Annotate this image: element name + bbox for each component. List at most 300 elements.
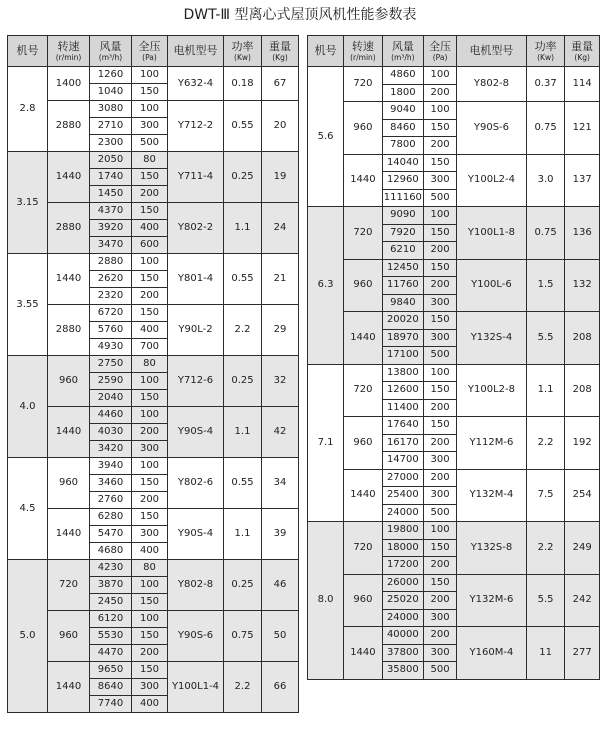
weight-cell: 136 [565,207,600,260]
airflow-cell: 16170 [382,434,423,452]
airflow-cell: 1740 [90,169,132,186]
speed-cell: 720 [344,207,383,260]
motor-cell: Y90S-4 [168,509,224,560]
airflow-cell: 12450 [382,259,423,277]
airflow-cell: 27000 [382,469,423,487]
airflow-cell: 6280 [90,509,132,526]
weight-cell: 20 [262,101,299,152]
power-cell: 1.1 [224,407,262,458]
airflow-cell: 3920 [90,220,132,237]
motor-cell: Y100L2-4 [457,154,527,207]
pressure-cell: 200 [132,288,168,305]
speed-cell: 960 [344,417,383,470]
pressure-cell: 100 [424,522,457,540]
pressure-cell: 150 [132,84,168,101]
model-cell: 4.5 [8,458,48,560]
power-cell: 0.55 [224,254,262,305]
airflow-cell: 2040 [90,390,132,407]
power-cell: 11 [526,627,565,680]
table-row [8,560,299,577]
pressure-cell: 300 [424,644,457,662]
weight-cell: 66 [262,662,299,713]
speed-cell: 2880 [48,305,90,356]
table-row [8,356,299,373]
speed-cell: 720 [344,67,383,102]
airflow-cell: 3080 [90,101,132,118]
weight-cell: 137 [565,154,600,207]
power-cell: 0.25 [224,560,262,611]
pressure-cell: 300 [132,526,168,543]
pressure-cell: 300 [424,172,457,190]
model-cell: 8.0 [308,522,344,680]
pressure-cell: 200 [132,186,168,203]
header-row [308,36,600,67]
pressure-cell: 150 [132,390,168,407]
motor-cell: Y802-8 [168,560,224,611]
airflow-cell: 3420 [90,441,132,458]
pressure-cell: 400 [132,322,168,339]
pressure-cell: 400 [132,543,168,560]
airflow-cell: 11400 [382,399,423,417]
pressure-cell: 300 [132,441,168,458]
table-row [308,259,600,277]
weight-cell: 114 [565,67,600,102]
speed-cell: 720 [344,522,383,575]
airflow-cell: 17200 [382,557,423,575]
header-row [8,36,299,67]
motor-cell: Y100L2-8 [457,364,527,417]
pressure-cell: 300 [424,294,457,312]
airflow-cell: 25020 [382,592,423,610]
airflow-cell: 2590 [90,373,132,390]
table-row [308,469,600,487]
table-row [308,417,600,435]
table-row [8,662,299,679]
table-row [8,101,299,118]
weight-cell: 50 [262,611,299,662]
motor-cell: Y90S-6 [457,102,527,155]
weight-cell: 21 [262,254,299,305]
motor-cell: Y712-2 [168,101,224,152]
power-cell: 7.5 [526,469,565,522]
airflow-cell: 4860 [382,67,423,85]
airflow-cell: 19800 [382,522,423,540]
weight-cell: 249 [565,522,600,575]
header-speed: 转速 (r/min) [48,36,90,67]
table-row [8,509,299,526]
pressure-cell: 300 [132,118,168,135]
weight-cell: 192 [565,417,600,470]
weight-cell: 132 [565,259,600,312]
airflow-cell: 13800 [382,364,423,382]
pressure-cell: 100 [132,254,168,271]
pressure-cell: 150 [424,312,457,330]
weight-cell: 242 [565,574,600,627]
power-cell: 0.25 [224,356,262,407]
pressure-cell: 150 [132,594,168,611]
motor-cell: Y802-2 [168,203,224,254]
speed-cell: 960 [48,611,90,662]
airflow-cell: 4680 [90,543,132,560]
pressure-cell: 200 [424,399,457,417]
pressure-cell: 500 [424,347,457,365]
pressure-cell: 100 [132,611,168,628]
model-cell: 6.3 [308,207,344,365]
airflow-cell: 3940 [90,458,132,475]
motor-cell: Y801-4 [168,254,224,305]
weight-cell: 208 [565,312,600,365]
airflow-cell: 6210 [382,242,423,260]
header-airflow: 风量 (m³/h) [382,36,423,67]
pressure-cell: 150 [424,539,457,557]
header-weight: 重量 (Kg) [262,36,299,67]
header-model: 机号 [308,36,344,67]
airflow-cell: 4030 [90,424,132,441]
airflow-cell: 35800 [382,662,423,680]
motor-cell: Y100L1-8 [457,207,527,260]
pressure-cell: 150 [132,271,168,288]
weight-cell: 277 [565,627,600,680]
model-cell: 3.55 [8,254,48,356]
pressure-cell: 300 [424,609,457,627]
airflow-cell: 24000 [382,504,423,522]
table-row [8,407,299,424]
motor-cell: Y802-8 [457,67,527,102]
pressure-cell: 100 [132,577,168,594]
airflow-cell: 2450 [90,594,132,611]
weight-cell: 19 [262,152,299,203]
model-cell: 3.15 [8,152,48,254]
power-cell: 1.1 [224,509,262,560]
airflow-cell: 2760 [90,492,132,509]
table-row [308,207,600,225]
pressure-cell: 150 [424,382,457,400]
power-cell: 0.25 [224,152,262,203]
pressure-cell: 200 [424,84,457,102]
airflow-cell: 24000 [382,609,423,627]
airflow-cell: 2300 [90,135,132,152]
airflow-cell: 8640 [90,679,132,696]
pressure-cell: 300 [424,452,457,470]
pressure-cell: 200 [424,627,457,645]
pressure-cell: 150 [132,305,168,322]
power-cell: 2.2 [526,522,565,575]
motor-cell: Y132M-4 [457,469,527,522]
airflow-cell: 37800 [382,644,423,662]
airflow-cell: 6720 [90,305,132,322]
airflow-cell: 1450 [90,186,132,203]
motor-cell: Y712-6 [168,356,224,407]
motor-cell: Y100L1-4 [168,662,224,713]
power-cell: 0.37 [526,67,565,102]
table-row [8,67,299,84]
speed-cell: 1440 [48,509,90,560]
airflow-cell: 9650 [90,662,132,679]
pressure-cell: 500 [132,135,168,152]
pressure-cell: 200 [424,592,457,610]
table-row [8,305,299,322]
weight-cell: 208 [565,364,600,417]
airflow-cell: 2750 [90,356,132,373]
header-speed: 转速 (r/min) [344,36,383,67]
page-title: DWT-Ⅲ 型离心式屋顶风机性能参数表 [183,7,417,23]
airflow-cell: 3460 [90,475,132,492]
motor-cell: Y90L-2 [168,305,224,356]
power-cell: 0.75 [526,207,565,260]
airflow-cell: 7740 [90,696,132,713]
weight-cell: 34 [262,458,299,509]
airflow-cell: 14040 [382,154,423,172]
pressure-cell: 600 [132,237,168,254]
table-row [308,627,600,645]
airflow-cell: 2050 [90,152,132,169]
pressure-cell: 500 [424,504,457,522]
performance-table-left [7,35,299,713]
speed-cell: 1440 [48,254,90,305]
power-cell: 1.1 [526,364,565,417]
airflow-cell: 17100 [382,347,423,365]
pressure-cell: 200 [424,434,457,452]
airflow-cell: 9090 [382,207,423,225]
pressure-cell: 150 [132,169,168,186]
pressure-cell: 200 [132,424,168,441]
pressure-cell: 150 [132,509,168,526]
airflow-cell: 2880 [90,254,132,271]
header-motor: 电机型号 [168,36,224,67]
speed-cell: 960 [344,574,383,627]
motor-cell: Y160M-4 [457,627,527,680]
pressure-cell: 200 [132,645,168,662]
header-weight: 重量 (Kg) [565,36,600,67]
pressure-cell: 200 [132,492,168,509]
table-row [308,154,600,172]
table-row [8,611,299,628]
header-model: 机号 [8,36,48,67]
pressure-cell: 100 [132,101,168,118]
airflow-cell: 40000 [382,627,423,645]
pressure-cell: 200 [424,469,457,487]
header-pressure: 全压 (Pa) [424,36,457,67]
airflow-cell: 9040 [382,102,423,120]
motor-cell: Y132S-8 [457,522,527,575]
pressure-cell: 100 [132,407,168,424]
airflow-cell: 4460 [90,407,132,424]
pressure-cell: 150 [132,628,168,645]
pressure-cell: 80 [132,356,168,373]
speed-cell: 1440 [48,662,90,713]
table-row [308,102,600,120]
airflow-cell: 6120 [90,611,132,628]
speed-cell: 2880 [48,101,90,152]
pressure-cell: 200 [424,277,457,295]
airflow-cell: 3470 [90,237,132,254]
airflow-cell: 5470 [90,526,132,543]
speed-cell: 1440 [344,627,383,680]
speed-cell: 2880 [48,203,90,254]
model-cell: 5.6 [308,67,344,207]
pressure-cell: 300 [424,329,457,347]
speed-cell: 960 [344,102,383,155]
table-row [8,458,299,475]
model-cell: 2.8 [8,67,48,152]
pressure-cell: 150 [132,662,168,679]
pressure-cell: 100 [424,364,457,382]
header-power: 功率 (Kw) [224,36,262,67]
airflow-cell: 12600 [382,382,423,400]
pressure-cell: 100 [424,102,457,120]
airflow-cell: 2710 [90,118,132,135]
motor-cell: Y632-4 [168,67,224,101]
performance-table-right [307,35,600,680]
table-row [8,254,299,271]
power-cell: 1.5 [526,259,565,312]
weight-cell: 46 [262,560,299,611]
header-motor: 电机型号 [457,36,527,67]
pressure-cell: 80 [132,560,168,577]
speed-cell: 720 [344,364,383,417]
model-cell: 7.1 [308,364,344,522]
table-row [308,574,600,592]
pressure-cell: 100 [424,67,457,85]
pressure-cell: 150 [424,154,457,172]
motor-cell: Y90S-6 [168,611,224,662]
table-row [308,67,600,85]
pressure-cell: 150 [424,224,457,242]
power-cell: 0.75 [526,102,565,155]
weight-cell: 32 [262,356,299,407]
power-cell: 2.2 [224,662,262,713]
speed-cell: 960 [344,259,383,312]
pressure-cell: 300 [132,679,168,696]
pressure-cell: 100 [132,67,168,84]
speed-cell: 1440 [344,154,383,207]
pressure-cell: 400 [132,696,168,713]
weight-cell: 67 [262,67,299,101]
speed-cell: 1440 [48,152,90,203]
header-airflow: 风量 (m³/h) [90,36,132,67]
pressure-cell: 150 [132,475,168,492]
airflow-cell: 7800 [382,137,423,155]
header-power: 功率 (Kw) [526,36,565,67]
table-row [8,152,299,169]
speed-cell: 1440 [344,312,383,365]
speed-cell: 1440 [344,469,383,522]
power-cell: 0.55 [224,101,262,152]
pressure-cell: 150 [424,417,457,435]
pressure-cell: 500 [424,662,457,680]
airflow-cell: 4930 [90,339,132,356]
pressure-cell: 200 [424,557,457,575]
table-row [308,312,600,330]
weight-cell: 29 [262,305,299,356]
speed-cell: 960 [48,458,90,509]
airflow-cell: 1260 [90,67,132,84]
airflow-cell: 17640 [382,417,423,435]
pressure-cell: 700 [132,339,168,356]
pressure-cell: 150 [132,203,168,220]
airflow-cell: 11760 [382,277,423,295]
airflow-cell: 25400 [382,487,423,505]
pressure-cell: 400 [132,220,168,237]
model-cell: 4.0 [8,356,48,458]
weight-cell: 24 [262,203,299,254]
motor-cell: Y802-6 [168,458,224,509]
power-cell: 2.2 [526,417,565,470]
header-pressure: 全压 (Pa) [132,36,168,67]
motor-cell: Y100L-6 [457,259,527,312]
airflow-cell: 2620 [90,271,132,288]
pressure-cell: 150 [424,259,457,277]
pressure-cell: 100 [132,458,168,475]
speed-cell: 960 [48,356,90,407]
airflow-cell: 14700 [382,452,423,470]
airflow-cell: 3870 [90,577,132,594]
airflow-cell: 111160 [382,189,423,207]
pressure-cell: 150 [424,119,457,137]
airflow-cell: 4230 [90,560,132,577]
weight-cell: 39 [262,509,299,560]
pressure-cell: 100 [132,373,168,390]
weight-cell: 254 [565,469,600,522]
airflow-cell: 18000 [382,539,423,557]
airflow-cell: 5530 [90,628,132,645]
pressure-cell: 200 [424,137,457,155]
motor-cell: Y112M-6 [457,417,527,470]
power-cell: 0.55 [224,458,262,509]
power-cell: 5.5 [526,574,565,627]
airflow-cell: 4470 [90,645,132,662]
power-cell: 5.5 [526,312,565,365]
pressure-cell: 150 [424,574,457,592]
airflow-cell: 9840 [382,294,423,312]
speed-cell: 1400 [48,67,90,101]
power-cell: 0.75 [224,611,262,662]
airflow-cell: 1800 [382,84,423,102]
pressure-cell: 300 [424,487,457,505]
weight-cell: 42 [262,407,299,458]
motor-cell: Y90S-4 [168,407,224,458]
airflow-cell: 20020 [382,312,423,330]
speed-cell: 1440 [48,407,90,458]
airflow-cell: 5760 [90,322,132,339]
power-cell: 1.1 [224,203,262,254]
power-cell: 3.0 [526,154,565,207]
pressure-cell: 200 [424,242,457,260]
power-cell: 2.2 [224,305,262,356]
airflow-cell: 2320 [90,288,132,305]
airflow-cell: 4370 [90,203,132,220]
table-row [8,203,299,220]
airflow-cell: 8460 [382,119,423,137]
table-row [308,364,600,382]
pressure-cell: 500 [424,189,457,207]
motor-cell: Y711-4 [168,152,224,203]
power-cell: 0.18 [224,67,262,101]
model-cell: 5.0 [8,560,48,713]
airflow-cell: 12960 [382,172,423,190]
weight-cell: 121 [565,102,600,155]
table-row [308,522,600,540]
pressure-cell: 80 [132,152,168,169]
pressure-cell: 100 [424,207,457,225]
airflow-cell: 1040 [90,84,132,101]
motor-cell: Y132S-4 [457,312,527,365]
airflow-cell: 26000 [382,574,423,592]
airflow-cell: 7920 [382,224,423,242]
speed-cell: 720 [48,560,90,611]
motor-cell: Y132M-6 [457,574,527,627]
airflow-cell: 18970 [382,329,423,347]
